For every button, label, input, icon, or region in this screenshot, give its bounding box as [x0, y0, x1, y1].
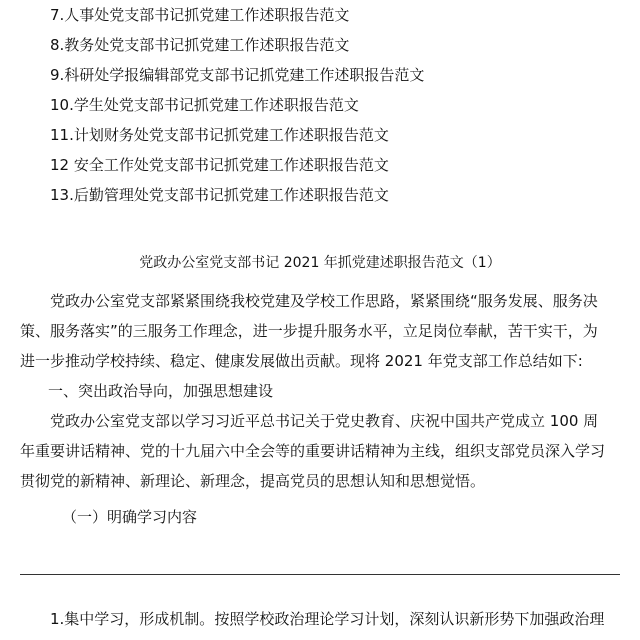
- intro-paragraph: [20, 286, 628, 376]
- paragraph-line: 进一步推动学校持续、稳定、健康发展做出贡献。现将 2021 年党支部工作总结如下:: [20, 352, 583, 370]
- toc-item: 7.人事处党支部书记抓党建工作述职报告范文: [50, 6, 350, 24]
- toc-item: 10.学生处党支部书记抓党建工作述职报告范文: [50, 96, 359, 114]
- article-title: 党政办公室党支部书记 2021 年抓党建述职报告范文（1）: [139, 255, 501, 271]
- paragraph-line: 策、服务落实”的三服务工作理念，进一步提升服务水平，立足岗位奉献，苦干实干，为: [20, 322, 598, 340]
- toc-item: 8.教务处党支部书记抓党建工作述职报告范文: [50, 36, 350, 54]
- toc-item: 11.计划财务处党支部书记抓党建工作述职报告范文: [50, 126, 389, 144]
- paragraph-line: 1.集中学习，形成机制。按照学校政治理论学习计划，深刻认识新形势下加强政治理: [50, 610, 605, 628]
- toc-item: 9.科研处学报编辑部党支部书记抓党建工作述职报告范文: [50, 66, 425, 84]
- body-paragraph: [20, 406, 628, 496]
- page-divider: [20, 574, 620, 575]
- section-heading: 一、突出政治导向，加强思想建设: [48, 382, 274, 400]
- subsection-heading: （一）明确学习内容: [62, 508, 198, 526]
- paragraph-line: 党政办公室党支部紧紧围绕我校党建及学校工作思路，紧紧围绕“服务发展、服务决: [20, 292, 598, 310]
- toc-item: 13.后勤管理处党支部书记抓党建工作述职报告范文: [50, 186, 389, 204]
- paragraph-line: 贯彻党的新精神、新理论、新理念，提高党员的思想认知和思想觉悟。: [20, 472, 486, 490]
- table-of-contents: [50, 0, 610, 210]
- paragraph-line: 党政办公室党支部以学习习近平总书记关于党史教育、庆祝中国共产党成立 100 周: [20, 412, 599, 430]
- toc-item: 12 安全工作处党支部书记抓党建工作述职报告范文: [50, 156, 389, 174]
- paragraph-line: 年重要讲话精神、党的十九届六中全会等的重要讲话精神为主线，组织支部党员深入学习: [20, 442, 606, 460]
